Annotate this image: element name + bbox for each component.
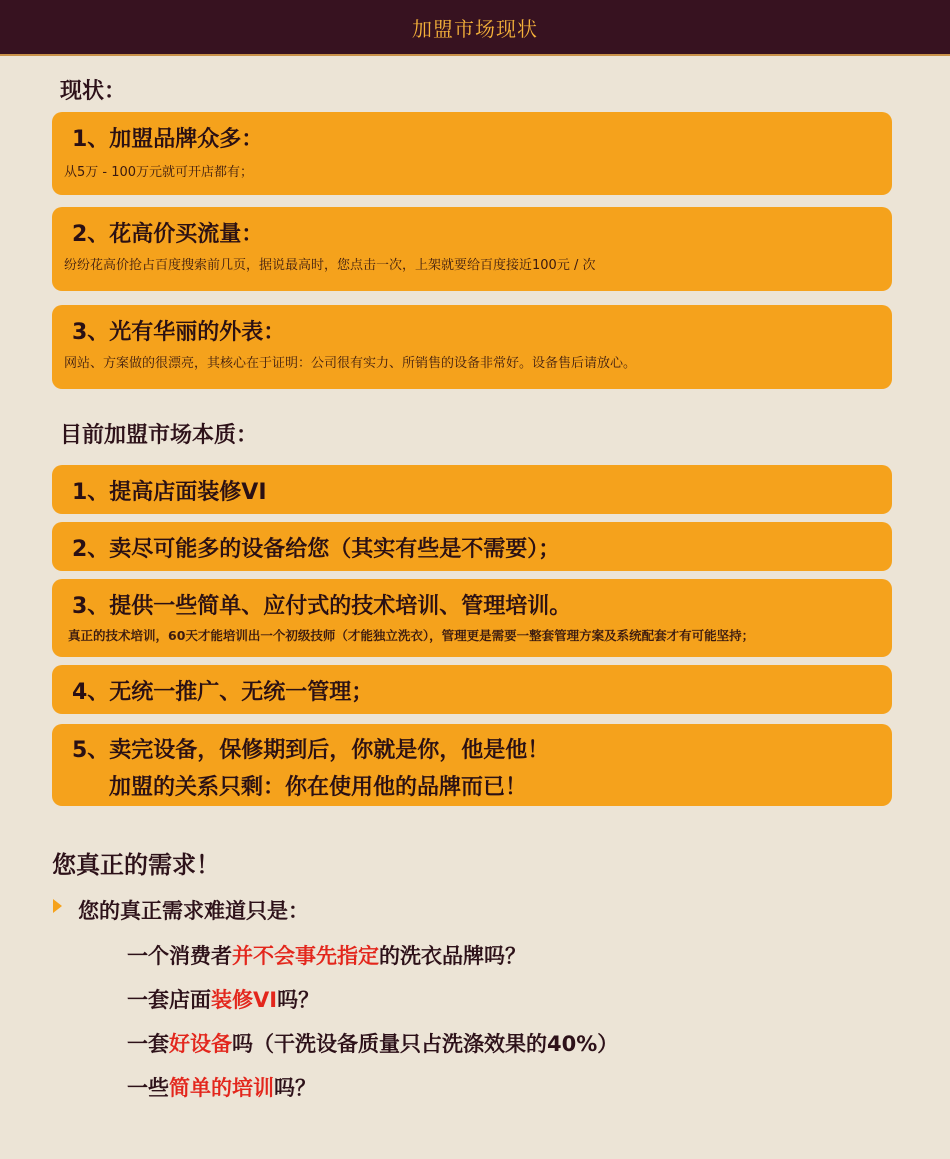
question-4	[127, 1072, 316, 1102]
essence-section-title: 目前加盟市场本质：	[60, 423, 259, 448]
question-3-part-c: 吗（干洗设备质量只占洗涤效果的40%）	[232, 1032, 619, 1056]
current-item-2-desc: 纷纷花高价抢占百度搜索前几页，据说最高时，您点击一次，上架就要给百度接近100元 / 次	[64, 258, 596, 273]
essence-item-1-title: 1、提高店面装修VI	[72, 480, 267, 505]
essence-item-4	[52, 665, 892, 714]
current-item-1	[52, 112, 892, 195]
current-item-2-title: 2、花高价买流量：	[72, 222, 264, 247]
current-item-3-title: 3、光有华丽的外表：	[72, 320, 286, 345]
essence-item-3	[52, 579, 892, 657]
essence-item-1	[52, 465, 892, 514]
triangle-bullet-icon	[53, 899, 62, 913]
question-3-highlight: 好设备	[169, 1032, 232, 1056]
essence-item-5	[52, 724, 892, 806]
question-2-part-a: 一套店面	[127, 988, 211, 1012]
question-3	[127, 1028, 618, 1058]
question-3-part-a: 一套	[127, 1032, 169, 1056]
question-2-part-c: 吗？	[277, 988, 320, 1012]
essence-item-5-line2: 加盟的关系只剩：你在使用他的品牌而已！	[109, 775, 528, 800]
question-1-part-a: 一个消费者	[127, 944, 232, 968]
question-2-highlight: 装修VI	[211, 988, 278, 1012]
question-1	[127, 940, 526, 970]
current-section-title: 现状：	[60, 79, 127, 104]
essence-item-3-title: 3、提供一些简单、应付式的技术培训、管理培训。	[72, 594, 572, 619]
question-1-part-c: 的洗衣品牌吗？	[379, 944, 526, 968]
current-item-1-desc: 从5万 - 100万元就可开店都有；	[64, 165, 254, 180]
current-item-3-desc: 网站、方案做的很漂亮，其核心在于证明：公司很有实力、所销售的设备非常好。设备售后请放心。	[64, 356, 637, 371]
question-4-part-a: 一些	[127, 1076, 169, 1100]
current-item-1-title: 1、加盟品牌众多：	[72, 127, 264, 152]
question-1-highlight: 并不会事先指定	[232, 944, 379, 968]
header-title: 加盟市场现状	[412, 16, 538, 41]
question-4-highlight: 简单的培训	[169, 1076, 274, 1100]
current-item-2	[52, 207, 892, 291]
needs-lead: 您的真正需求难道只是：	[78, 899, 309, 923]
essence-item-2-title: 2、卖尽可能多的设备给您（其实有些是不需要）；	[72, 537, 561, 562]
needs-title: 您真正的需求！	[52, 851, 220, 879]
essence-item-5-title: 5、卖完设备，保修期到后，你就是你，他是他！	[72, 738, 550, 763]
page-header	[0, 0, 950, 56]
question-4-part-c: 吗？	[274, 1076, 316, 1100]
essence-item-2	[52, 522, 892, 571]
essence-item-3-desc: 真正的技术培训，60天才能培训出一个初级技师（才能独立洗衣），管理更是需要一整套管理方案及系统配套才有可能坚持；	[68, 628, 755, 643]
essence-item-4-title: 4、无统一推广、无统一管理；	[72, 680, 374, 705]
current-item-3	[52, 305, 892, 389]
question-2	[127, 984, 319, 1014]
